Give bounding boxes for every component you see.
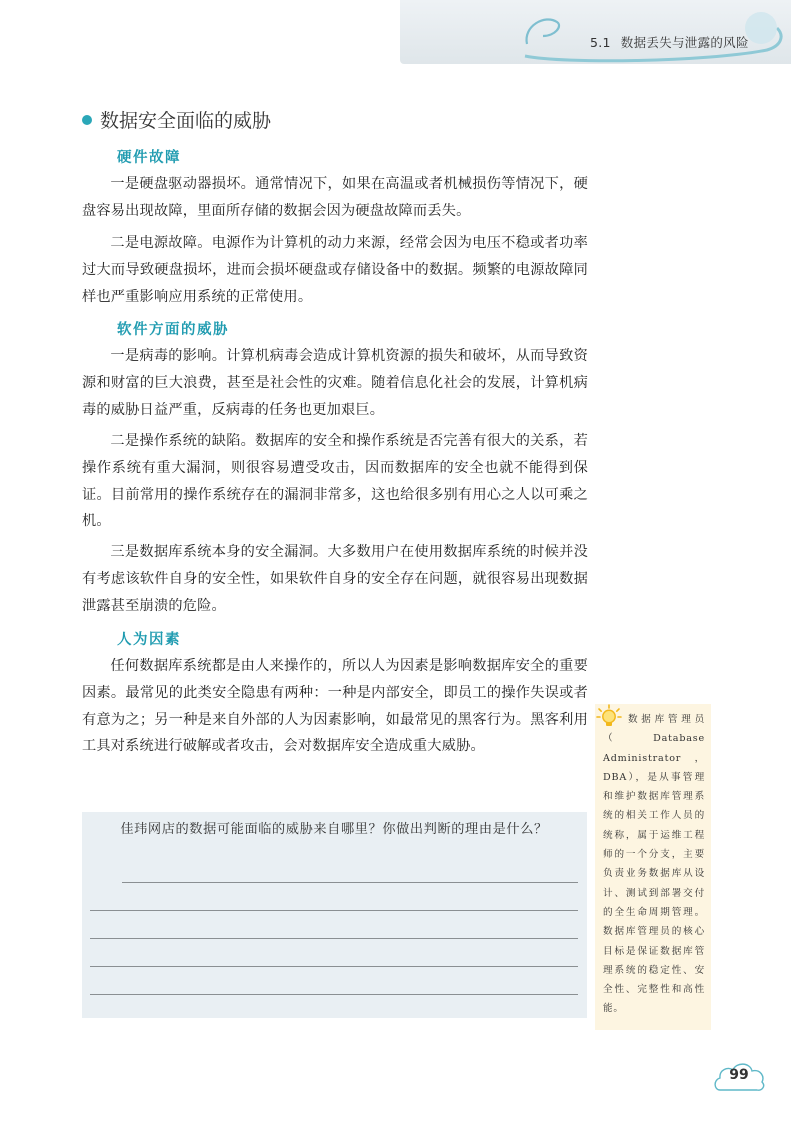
answer-line[interactable]	[90, 966, 578, 967]
question-text: 佳玮网店的数据可能面临的威胁来自哪里？你做出判断的理由是什么？	[120, 822, 548, 837]
answer-line[interactable]	[122, 882, 578, 883]
lightbulb-icon	[596, 704, 622, 730]
section-heading-text: 数据安全面临的威胁	[100, 110, 272, 132]
subheading-software: 软件方面的威胁	[117, 322, 229, 338]
page-number: 99	[729, 1067, 749, 1083]
paragraph-human-1: 任何数据库系统都是由人来操作的，所以人为因素是影响数据库安全的重要因素。最常见的此类安全隐患有两种：一种是内部安全，即员工的操作失误或者有意为之；另一种是来自外部的人为因素影响，如最常见的黑客行为。黑客利用工具对系统进行破解或者攻击，会对数据库安全造成重大威胁。	[82, 658, 588, 755]
subheading-human: 人为因素	[117, 632, 181, 648]
section-title: 数据丢失与泄露的风险	[620, 35, 749, 50]
running-header	[590, 33, 749, 51]
side-note	[595, 704, 711, 1030]
answer-line[interactable]	[90, 938, 578, 939]
answer-line[interactable]	[90, 994, 578, 995]
section-number: 5.1	[590, 35, 611, 50]
side-note-text: 数据库管理员（Database Administrator，DBA），是从事管理和维护数据库管理系统的相关工作人员的统称，属于运维工程师的一个分支，主要负责业务数据库从设计、测试到部署交付的全生命周期管理。数据库管理员的核心目标是保证数据库管理系统的稳定性、安全性、完整性和高性能。	[603, 714, 705, 1015]
paragraph-software-1: 一是病毒的影响。计算机病毒会造成计算机资源的损失和破坏，从而导致资源和财富的巨大浪费，甚至是社会性的灾难。随着信息化社会的发展，计算机病毒的威胁日益严重，反病毒的任务也更加艰巨。	[82, 348, 588, 418]
section-heading	[82, 106, 271, 133]
paragraph-hardware-1: 一是硬盘驱动器损坏。通常情况下，如果在高温或者机械损伤等情况下，硬盘容易出现故障，里面所存储的数据会因为硬盘故障而丢失。	[82, 176, 588, 219]
question-box	[82, 812, 587, 1018]
answer-line[interactable]	[90, 910, 578, 911]
paragraph-software-3: 三是数据库系统本身的安全漏洞。大多数用户在使用数据库系统的时候并没有考虑该软件自身的安全性，如果软件自身的安全存在问题，就很容易出现数据泄露甚至崩溃的危险。	[82, 544, 588, 614]
bullet-dot-icon	[82, 115, 92, 125]
subheading-hardware: 硬件故障	[117, 150, 181, 166]
paragraph-software-2: 二是操作系统的缺陷。数据库的安全和操作系统是否完善有很大的关系，若操作系统有重大漏洞，则很容易遭受攻击，因而数据库的安全也就不能得到保证。目前常用的操作系统存在的漏洞非常多，这也给很多别有用心之人以可乘之机。	[82, 433, 588, 530]
paragraph-hardware-2: 二是电源故障。电源作为计算机的动力来源，经常会因为电压不稳或者功率过大而导致硬盘损坏，进而会损坏硬盘或存储设备中的数据。频繁的电源故障同样也严重影响应用系统的正常使用。	[82, 235, 588, 305]
